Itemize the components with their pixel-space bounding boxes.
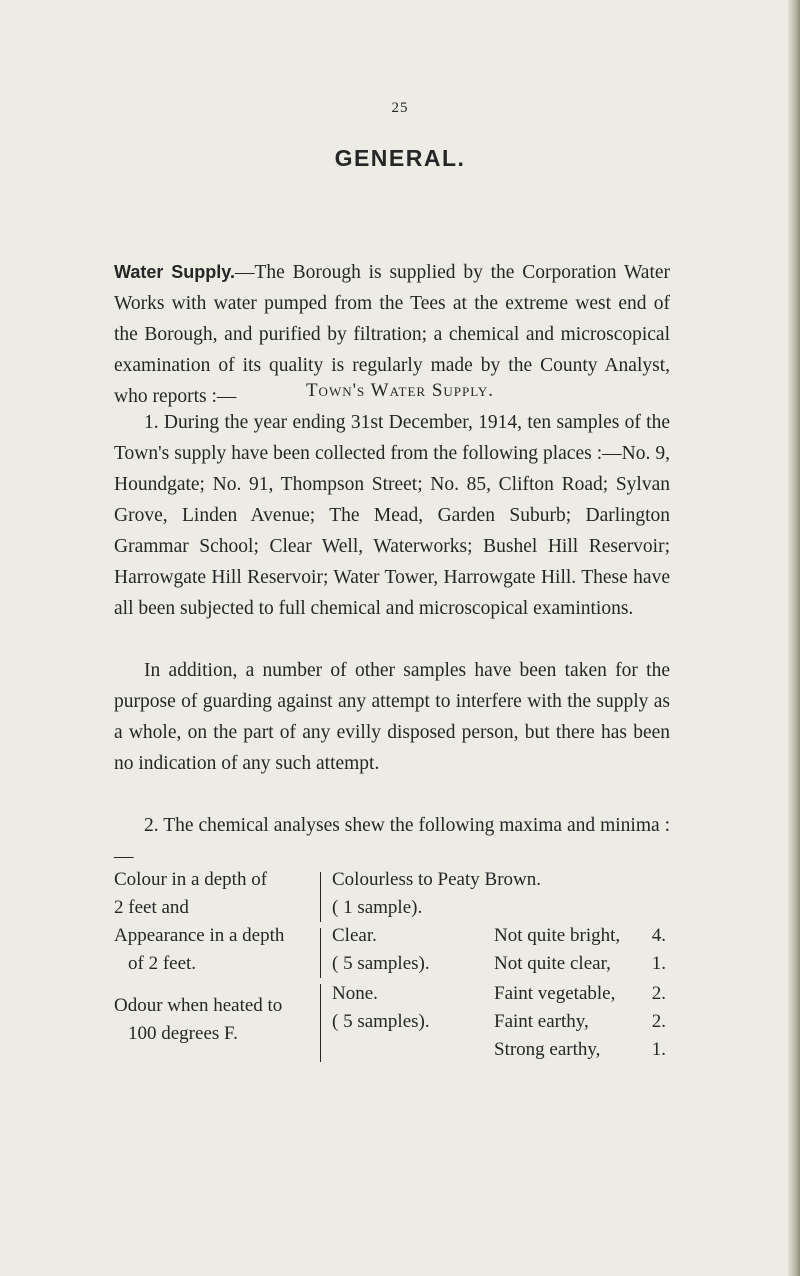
appearance-label-line2: of 2 feet. — [128, 953, 197, 974]
page-title: GENERAL. — [334, 145, 466, 171]
water-supply-text: —The Borough is supplied by the Corporation Water Works with water pumped from the Tees at the extreme west end of the Borough, and purified by filtration; a chemical and microscopical examination of its quality is regularly made by the County Analyst, who reports :— — [114, 262, 671, 407]
odour-detail-3: Strong earthy, — [494, 1039, 601, 1060]
odour-detail-2: Faint earthy, — [494, 1011, 589, 1032]
odour-brace — [320, 984, 321, 1062]
samples-paragraph: 1. During the year ending 31st December, 1914, ten samples of the Town's supply have been collected from the following places :—No. 9, Houndgate; No. 91, Thompson Street; No. 85, Clifton Road; Sylvan Grove, Linden Avenue; The Mead, Garden Suburb; Darlington Grammar School; Clear Well, Waterworks; Bushel Hill Reservoir; Harrowgate Hill Reservoir; Water Tower, Harrowgate Hill. These have all been subjected to full chemical and microscopical examintions. — [114, 412, 670, 619]
appearance-detail-2: Not quite clear, — [494, 953, 611, 974]
water-supply-lead: Water Supply. — [114, 262, 235, 282]
odour-samples: ( 5 samples). — [332, 1011, 430, 1032]
odour-detail-3-count: 1. — [651, 1039, 666, 1060]
appearance-brace — [320, 928, 321, 978]
colour-label-line2: 2 feet and — [114, 897, 189, 918]
odour-result: None. — [332, 983, 378, 1004]
colour-label-line1: Colour in a depth of — [114, 869, 268, 890]
addition-paragraph: In addition, a number of other samples have been taken for the purpose of guarding against any attempt to interfere with the supply as a whole, on the part of any evilly disposed person, but there has been no indication of any such attempt. — [114, 660, 670, 774]
appearance-detail-1: Not quite bright, — [494, 925, 621, 946]
appearance-samples: ( 5 samples). — [332, 953, 430, 974]
appearance-detail-1-count: 4. — [651, 925, 666, 946]
appearance-label-line1: Appearance in a depth — [114, 925, 285, 946]
analyses-paragraph: 2. The chemical analyses shew the following maxima and minima :— — [114, 815, 670, 867]
section-subheading: Town's Water Supply. — [305, 380, 495, 401]
page-number: 25 — [391, 100, 409, 116]
appearance-detail-2-count: 1. — [651, 953, 666, 974]
colour-brace — [320, 872, 321, 922]
appearance-result: Clear. — [332, 925, 377, 946]
odour-detail-2-count: 2. — [651, 1011, 666, 1032]
odour-detail-1: Faint vegetable, — [494, 983, 616, 1004]
colour-samples: ( 1 sample). — [332, 897, 423, 918]
odour-label-line2: 100 degrees F. — [128, 1023, 238, 1044]
page-edge — [788, 0, 800, 1276]
odour-label-line1: Odour when heated to — [114, 995, 283, 1016]
colour-result: Colourless to Peaty Brown. — [332, 869, 541, 890]
odour-detail-1-count: 2. — [651, 983, 666, 1004]
